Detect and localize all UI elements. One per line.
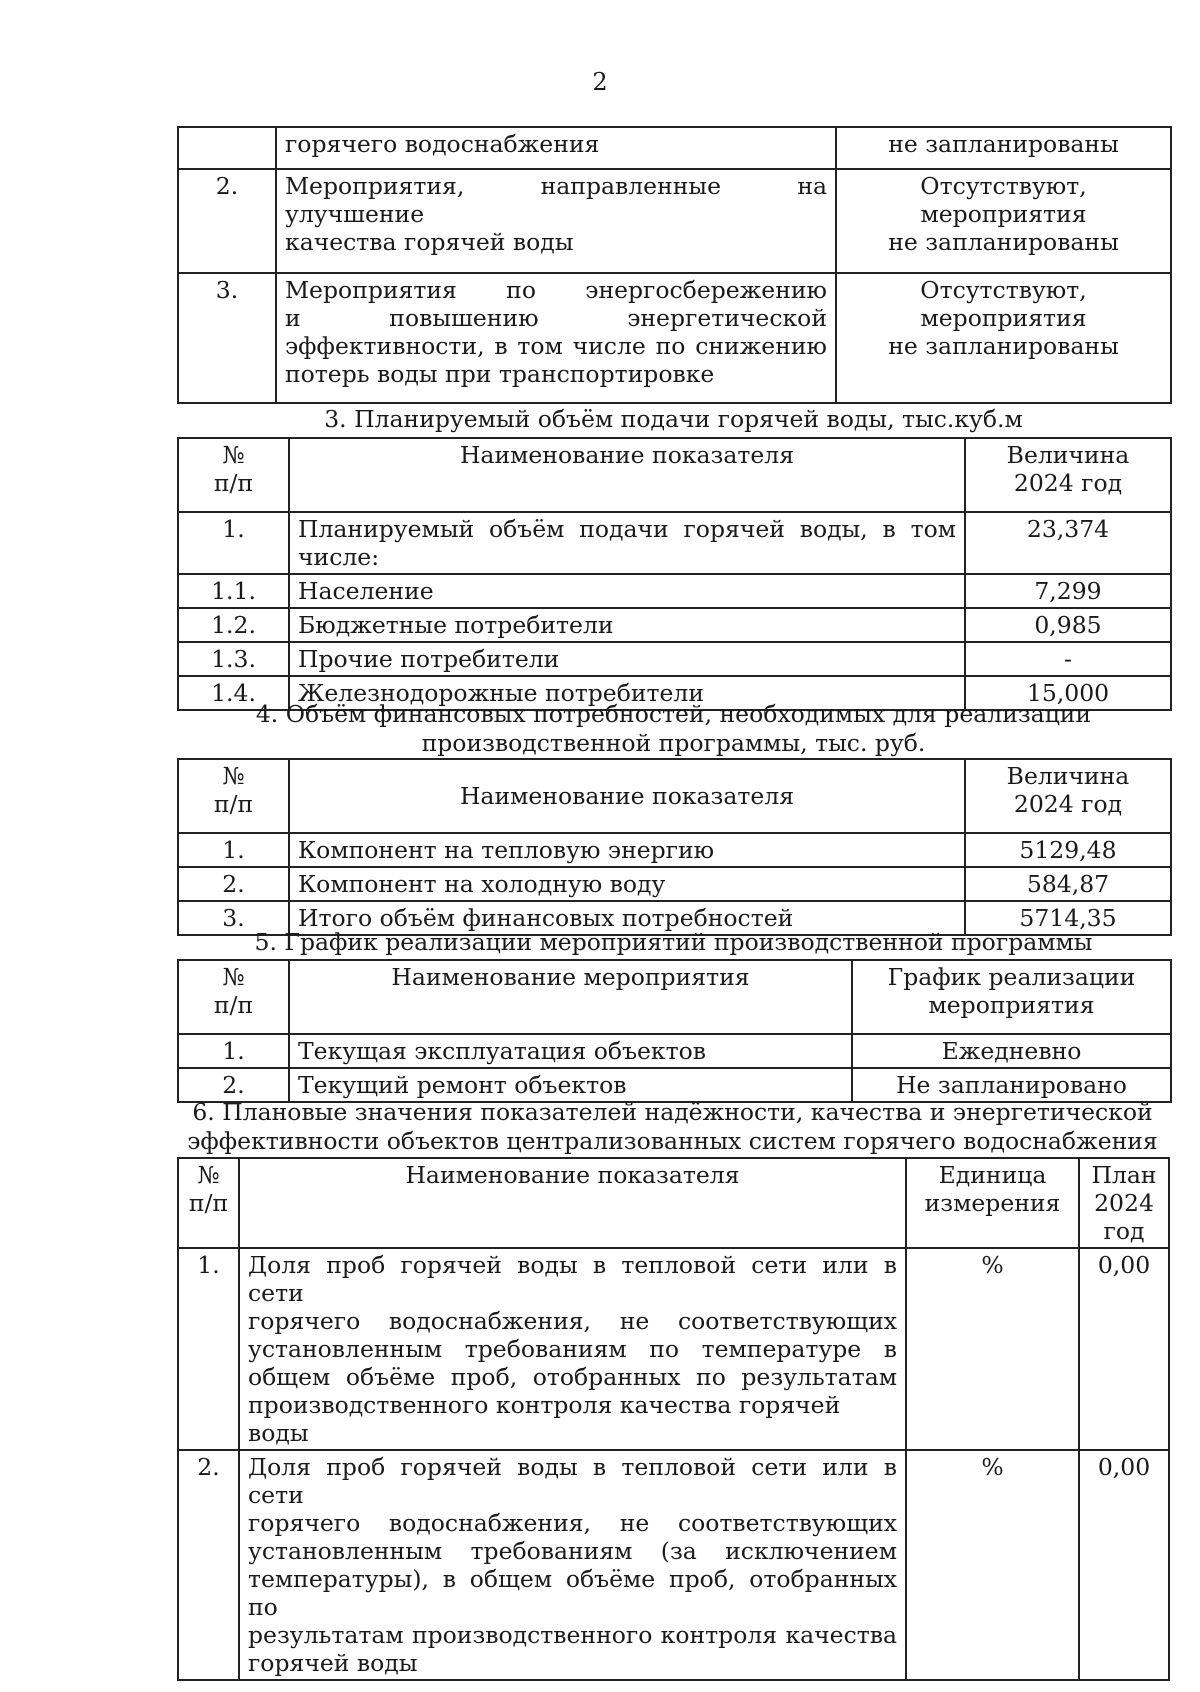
header-schedule <box>852 960 1171 1034</box>
header-name: Наименование показателя <box>239 1158 906 1248</box>
header-text: п/п <box>213 790 254 818</box>
header-text: п/п <box>213 991 254 1019</box>
table-row <box>178 833 1171 867</box>
header-text: Величина <box>1006 762 1130 790</box>
row-value: 7,299 <box>965 574 1171 608</box>
row-value: 5714,35 <box>965 901 1171 935</box>
row-text <box>239 1450 906 1680</box>
header-number <box>178 1158 239 1248</box>
schedule-table <box>177 959 1172 1103</box>
row-name: Итого объём финансовых потребностей <box>289 901 965 935</box>
table-row <box>178 512 1171 574</box>
row-name: Бюджетные потребители <box>289 608 965 642</box>
row-name: Компонент на холодную воду <box>289 867 965 901</box>
text-line: производственного контроля качества горячей воды <box>248 1391 841 1447</box>
status-line: не запланированы <box>888 332 1119 360</box>
header-name: Наименование показателя <box>289 759 965 833</box>
caption-line: производственной программы, тыс. руб. <box>421 729 926 757</box>
header-value <box>965 438 1171 512</box>
row-text <box>239 1248 906 1450</box>
status-line: Отсутствуют, <box>920 276 1087 304</box>
row-number: 1. <box>178 1248 239 1450</box>
supply-volume-table <box>177 437 1172 711</box>
text-line: горячего водоснабжения <box>285 130 600 158</box>
header-number <box>178 438 289 512</box>
header-text: № <box>222 762 245 790</box>
row-value: 23,374 <box>965 512 1171 574</box>
row-plan: 0,00 <box>1079 1450 1169 1680</box>
header-text: № <box>222 441 245 469</box>
status-line: мероприятия <box>920 200 1087 228</box>
header-text: мероприятия <box>928 991 1095 1019</box>
section5-caption: 5. График реализации мероприятий производственной программы <box>254 928 1093 956</box>
row-value: 584,87 <box>965 867 1171 901</box>
row-plan: 0,00 <box>1079 1248 1169 1450</box>
header-number <box>178 759 289 833</box>
row-number: 2. <box>178 1450 239 1680</box>
status-line: мероприятия <box>920 304 1087 332</box>
text-line: Доля проб горячей воды в тепловой сети или в сети <box>248 1251 897 1307</box>
table-row <box>178 608 1171 642</box>
row-unit: % <box>906 1248 1079 1450</box>
header-text: План <box>1091 1161 1157 1189</box>
status-line: не запланированы <box>888 130 1119 158</box>
row-number: 3. <box>178 901 289 935</box>
text-line: установленным требованиям (за исключением <box>248 1537 897 1565</box>
row-unit: % <box>906 1450 1079 1680</box>
row-number: 2. <box>178 169 276 273</box>
header-text: 2024 год <box>1013 790 1123 818</box>
measure-text <box>276 127 836 169</box>
text-line: общем объёме проб, отобранных по результатам <box>248 1363 897 1391</box>
table-row <box>178 1450 1169 1680</box>
row-value: 15,000 <box>965 676 1171 710</box>
section6-caption <box>150 1098 1195 1156</box>
reliability-indicators-table <box>177 1157 1170 1681</box>
header-number <box>178 960 289 1034</box>
table-header-row <box>178 1158 1169 1248</box>
row-number: 2. <box>178 867 289 901</box>
table-row <box>178 574 1171 608</box>
text-line: эффективности, в том числе по снижению <box>285 332 827 360</box>
row-name: Текущий ремонт объектов <box>289 1068 852 1102</box>
text-line: Планируемый объём подачи горячей воды, в том <box>298 515 956 543</box>
row-value: 0,985 <box>965 608 1171 642</box>
header-text: № <box>222 963 245 991</box>
row-value: 5129,48 <box>965 833 1171 867</box>
text-line: температуры), в общем объёме проб, отобранных по <box>248 1565 897 1621</box>
caption-line: 4. Объём финансовых потребностей, необходимых для реализации <box>255 700 1092 728</box>
row-number: 1. <box>178 833 289 867</box>
measure-status <box>836 169 1171 273</box>
header-text: 2024 год <box>1013 469 1123 497</box>
header-text: п/п <box>213 469 254 497</box>
text-line: Доля проб горячей воды в тепловой сети или в сети <box>248 1453 897 1509</box>
header-plan <box>1079 1158 1169 1248</box>
row-schedule: Ежедневно <box>852 1034 1171 1068</box>
text-line: установленным требованиям по температуре в <box>248 1335 897 1363</box>
caption-line: 6. Плановые значения показателей надёжности, качества и энергетической <box>192 1098 1153 1126</box>
row-value: - <box>965 642 1171 676</box>
caption-line: эффективности объектов централизованных систем горячего водоснабжения <box>187 1127 1158 1155</box>
table-row <box>178 1248 1169 1450</box>
measure-text <box>276 273 836 403</box>
header-text: График реализации <box>887 963 1136 991</box>
measure-text <box>276 169 836 273</box>
row-name: Железнодорожные потребители <box>289 676 965 710</box>
text-line: горячего водоснабжения, не соответствующих <box>248 1509 897 1537</box>
row-number: 1.1. <box>178 574 289 608</box>
measures-table <box>177 126 1172 404</box>
text-line: потерь воды при транспортировке <box>285 360 715 388</box>
status-line: Отсутствуют, <box>920 172 1087 200</box>
header-text: год <box>1103 1217 1145 1245</box>
header-text: 2024 <box>1094 1189 1154 1217</box>
table-header-row <box>178 960 1171 1034</box>
row-number: 1.4. <box>178 676 289 710</box>
row-number <box>178 127 276 169</box>
text-line: горячего водоснабжения, не соответствующих <box>248 1307 897 1335</box>
row-number: 3. <box>178 273 276 403</box>
table-row <box>178 867 1171 901</box>
text-line: Мероприятия по энергосбережению <box>285 276 827 304</box>
text-line: горячей воды <box>248 1649 418 1677</box>
text-line: качества горячей воды <box>285 228 574 256</box>
text-line: и повышению энергетической <box>285 304 827 332</box>
row-schedule: Не запланировано <box>852 1068 1171 1102</box>
row-name: Население <box>289 574 965 608</box>
row-number: 1. <box>178 512 289 574</box>
status-line: не запланированы <box>888 228 1119 256</box>
row-number: 1. <box>178 1034 289 1068</box>
row-number: 1.2. <box>178 608 289 642</box>
page-number: 2 <box>592 68 608 96</box>
measure-status <box>836 273 1171 403</box>
financial-needs-table <box>177 758 1172 936</box>
header-unit <box>906 1158 1079 1248</box>
measure-status <box>836 127 1171 169</box>
table-row <box>178 642 1171 676</box>
table-header-row <box>178 759 1171 833</box>
section4-caption <box>177 700 1170 758</box>
row-name <box>289 512 965 574</box>
header-text: Величина <box>1006 441 1130 469</box>
header-name: Наименование показателя <box>289 438 965 512</box>
table-row <box>178 273 1171 403</box>
header-value <box>965 759 1171 833</box>
section3-caption: 3. Планируемый объём подачи горячей воды, тыс.куб.м <box>324 405 1023 433</box>
header-text: п/п <box>188 1189 229 1217</box>
table-row <box>178 127 1171 169</box>
row-name: Прочие потребители <box>289 642 965 676</box>
row-name: Текущая эксплуатация объектов <box>289 1034 852 1068</box>
header-name: Наименование мероприятия <box>289 960 852 1034</box>
text-line: результатам производственного контроля качества <box>248 1621 897 1649</box>
text-line: числе: <box>298 543 380 571</box>
header-text: измерения <box>924 1189 1061 1217</box>
row-number: 2. <box>178 1068 289 1102</box>
header-text: Единица <box>938 1161 1047 1189</box>
table-row <box>178 1068 1171 1102</box>
table-header-row <box>178 438 1171 512</box>
header-text: № <box>197 1161 220 1189</box>
row-number: 1.3. <box>178 642 289 676</box>
row-name: Компонент на тепловую энергию <box>289 833 965 867</box>
text-line: Мероприятия, направленные на улучшение <box>285 172 827 228</box>
table-row <box>178 169 1171 273</box>
table-row <box>178 1034 1171 1068</box>
